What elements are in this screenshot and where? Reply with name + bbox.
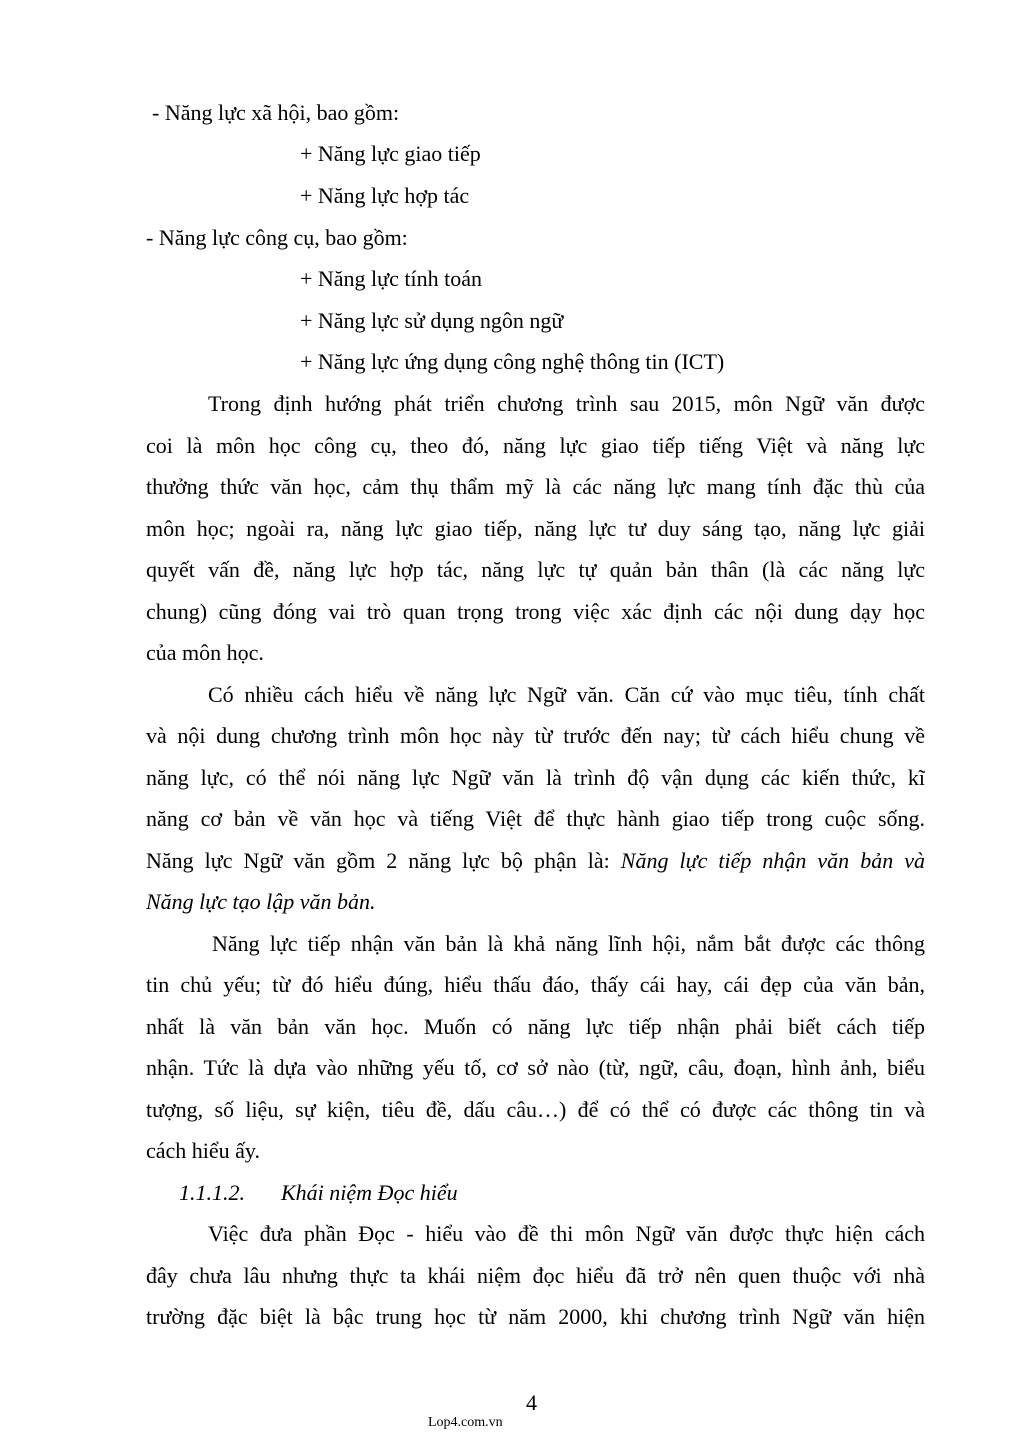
paragraph-line: năng cơ bản về văn học và tiếng Việt để thực hành giao tiếp trong cuộc sống.	[146, 806, 925, 831]
paragraph-line: nhất là văn bản văn học. Muốn có năng lực tiếp nhận phải biết cách tiếp	[146, 1014, 925, 1039]
emphasis-text: Năng lực tiếp nhận văn bản và	[620, 848, 925, 873]
paragraph-line: Việc đưa phần Đọc - hiểu vào đề thi môn Ngữ văn được thực hiện cách	[208, 1221, 925, 1246]
paragraph-line: và nội dung chương trình môn học này từ trước đến nay; từ cách hiểu chung về	[146, 723, 925, 748]
paragraph-text: Năng lực Ngữ văn gồm 2 năng lực bộ phận là:	[146, 848, 621, 873]
list-tool-title: - Năng lực công cụ, bao gồm:	[146, 225, 408, 250]
paragraph-line: nhận. Tức là dựa vào những yếu tố, cơ sở nào (từ, ngữ, câu, đoạn, hình ảnh, biểu	[146, 1055, 925, 1080]
emphasis-text: Năng lực tạo lập văn bản.	[146, 889, 376, 914]
list-tool-item: + Năng lực ứng dụng công nghệ thông tin (ICT)	[300, 349, 725, 374]
section-title: Khái niệm Đọc hiểu	[281, 1180, 458, 1205]
paragraph-line: đây chưa lâu nhưng thực ta khái niệm đọc hiểu đã trở nên quen thuộc với nhà	[146, 1263, 925, 1288]
section-heading	[179, 1180, 458, 1206]
list-social-item: + Năng lực hợp tác	[300, 183, 470, 208]
list-social-title: - Năng lực xã hội, bao gồm:	[152, 100, 400, 125]
paragraph-line: cách hiểu ấy.	[146, 1138, 261, 1163]
list-tool-item: + Năng lực tính toán	[300, 266, 482, 291]
list-social-item: + Năng lực giao tiếp	[300, 141, 481, 166]
paragraph-line: Có nhiều cách hiểu về năng lực Ngữ văn. Căn cứ vào mục tiêu, tính chất	[208, 682, 925, 707]
paragraph-line: Năng lực tiếp nhận văn bản là khả năng lĩnh hội, nắm bắt được các thông	[212, 931, 925, 956]
section-number: 1.1.1.2.	[179, 1180, 245, 1205]
paragraph-line: năng lực, có thể nói năng lực Ngữ văn là trình độ vận dụng các kiến thức, kĩ	[146, 765, 925, 790]
page-number: 4	[526, 1390, 537, 1415]
paragraph-line: Trong định hướng phát triển chương trình sau 2015, môn Ngữ văn được	[208, 391, 925, 416]
paragraph-line: quyết vấn đề, năng lực hợp tác, năng lực tự quản bản thân (là các năng lực	[146, 557, 925, 582]
paragraph-line: tin chủ yếu; từ đó hiểu đúng, hiểu thấu đáo, thấy cái hay, cái đẹp của văn bản,	[146, 972, 925, 997]
paragraph-line: chung) cũng đóng vai trò quan trọng trong việc xác định các nội dung dạy học	[146, 599, 925, 624]
paragraph-line: tượng, số liệu, sự kiện, tiêu đề, dấu câu…) để có thể có được các thông tin và	[146, 1097, 925, 1122]
paragraph-line: môn học; ngoài ra, năng lực giao tiếp, năng lực tư duy sáng tạo, năng lực giải	[146, 516, 925, 541]
paragraph-line	[146, 848, 925, 874]
paragraph-line: coi là môn học công cụ, theo đó, năng lực giao tiếp tiếng Việt và năng lực	[146, 433, 925, 458]
paragraph-line: của môn học.	[146, 640, 264, 665]
footer-site-name: Lop4.com.vn	[428, 1415, 503, 1430]
paragraph-line: trường đặc biệt là bậc trung học từ năm 2000, khi chương trình Ngữ văn hiện	[146, 1304, 925, 1329]
list-tool-item: + Năng lực sử dụng ngôn ngữ	[300, 308, 564, 333]
paragraph-line: thưởng thức văn học, cảm thụ thẩm mỹ là các năng lực mang tính đặc thù của	[146, 474, 925, 499]
